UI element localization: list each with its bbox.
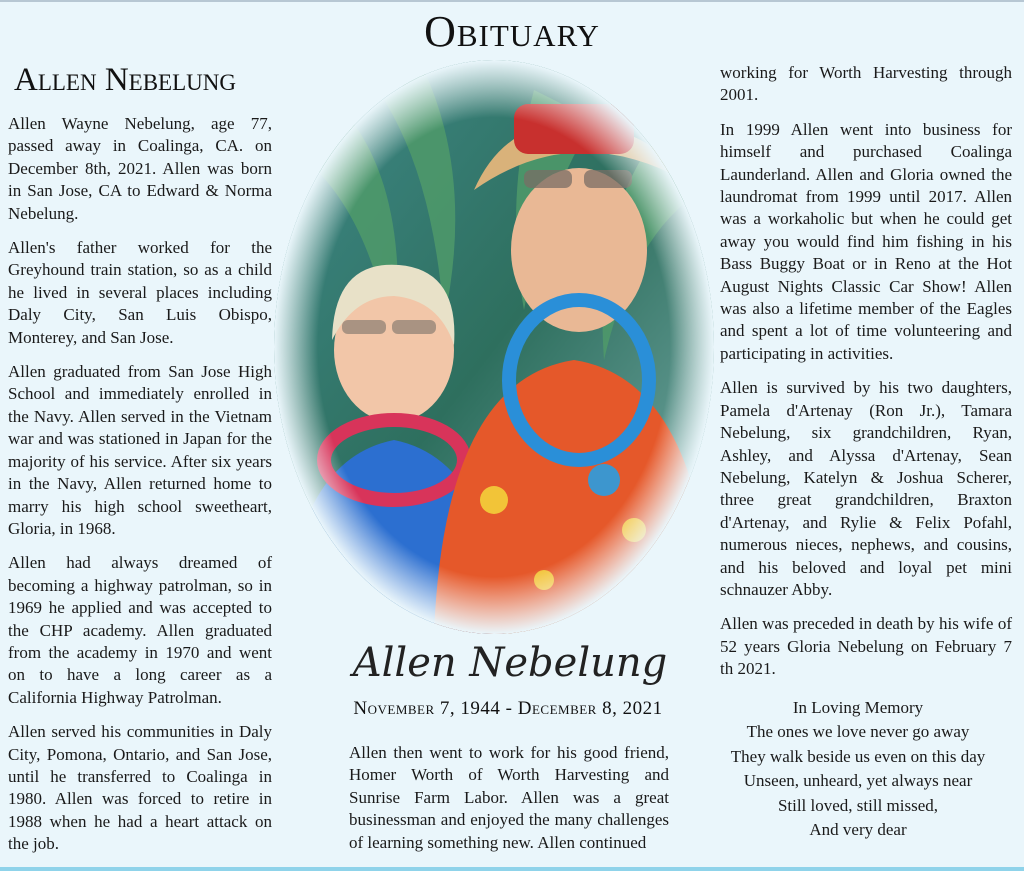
signature-name: Allen Nebelung xyxy=(352,640,668,686)
poem-line: Unseen, unheard, yet always near xyxy=(743,771,973,791)
paragraph: Allen is survived by his two daughters, Pamela d'Artenay (Ron Jr.), Tamara Nebelung, six grandchildren, Ryan, Ashley, and Alyssa d'Artenay, Sean Nebelung, Katelyn & Joshua Scherer, three great grandchildren, Braxton d'Artenay, and Rylie & Felix Pofahl, numerous nieces, nephews, and cousins, and his beloved and loyal pet mini schnauzer Abby. xyxy=(720,378,1012,599)
bottom-rule xyxy=(0,867,1024,871)
life-dates: November 7, 1944 - December 8, 2021 xyxy=(353,698,663,719)
couple-photo-illustration xyxy=(274,60,714,634)
left-text-column xyxy=(8,113,272,868)
poem-line: Still loved, still missed, xyxy=(777,795,939,815)
center-text-column xyxy=(349,742,669,866)
poem-line: In Loving Memory xyxy=(792,698,924,717)
paragraph: working for Worth Harvesting through 2001. xyxy=(720,63,1012,105)
right-text-column xyxy=(720,62,1012,693)
masthead-title: Obituary xyxy=(424,7,600,56)
paragraph: Allen had always dreamed of becoming a highway patrolman, so in 1969 he applied and was accepted to the CHP academy. Allen graduated from the academy in 1970 and went on to have a long career as a California Highway Patrolman. xyxy=(8,553,272,707)
poem-line: The ones we love never go away xyxy=(746,722,970,742)
paragraph: Allen graduated from San Jose High School and immediately enrolled in the Navy. Allen served in the Vietnam war and was stationed in Japan for the majority of his service. After six years in the Navy, Allen returned home to marry his high school sweetheart, Gloria, in 1968. xyxy=(8,362,272,538)
paragraph: Allen served his communities in Daly City, Pomona, Ontario, and San Jose, until he transferred to Coalinga in 1980. Allen was forced to retire in 1988 when he had a heart attack on the job. xyxy=(8,722,272,854)
memorial-poem xyxy=(708,696,1008,842)
memorial-photo xyxy=(274,60,714,634)
paragraph: Allen was preceded in death by his wife of 52 years Gloria Nebelung on February 7 th 2021. xyxy=(720,614,1012,679)
poem-line: They walk beside us even on this day xyxy=(730,746,986,766)
paragraph: Allen then went to work for his good friend, Homer Worth of Worth Harvesting and Sunrise Farm Labor. Allen was a great businessman and enjoyed the many challenges of learning something new. Allen continued xyxy=(349,743,669,852)
deceased-name-heading: Allen Nebelung xyxy=(14,62,236,98)
paragraph: Allen's father worked for the Greyhound train station, so as a child he lived in several places including Daly City, San Luis Obispo, Monterey, and San Jose. xyxy=(8,238,272,347)
paragraph: In 1999 Allen went into business for himself and purchased Coalinga Launderland. Allen and Gloria owned the laundromat from 1999 until 2017. Allen was a workaholic but when he could get away you would find him fishing in his Bass Buggy Boat or in Reno at the Hot August Nights Classic Car Show! Allen was also a lifetime member of the Eagles and spent a lot of time volunteering and participating in activities. xyxy=(720,119,1012,363)
poem-line: And very dear xyxy=(809,820,907,840)
paragraph: Allen Wayne Nebelung, age 77, passed away in Coalinga, CA. on December 8th, 2021. Allen was born in San Jose, CA to Edward & Norma Nebelung. xyxy=(8,114,272,223)
